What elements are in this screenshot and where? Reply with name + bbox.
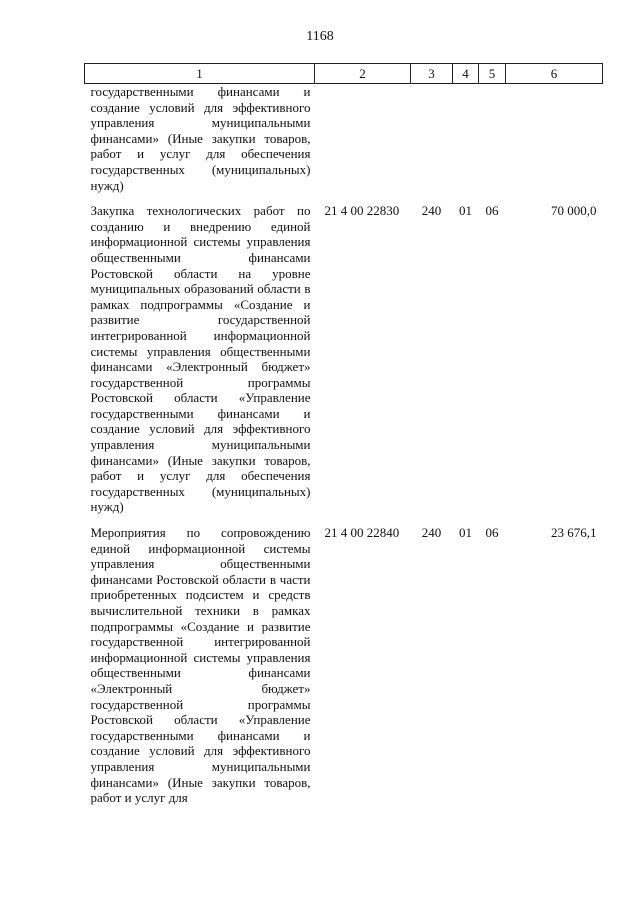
row-expense-type: 240 [421, 203, 442, 219]
row-subsection: 06 [485, 203, 499, 219]
row-subsection [479, 84, 506, 204]
header-row [85, 64, 603, 84]
row-section [453, 84, 479, 204]
row-target-code [315, 84, 411, 204]
header-col-2: 2 [315, 64, 411, 84]
budget-table [84, 63, 603, 806]
row-description: Мероприятия по сопровождению единой информационной системы управления общественными финансами Ростовской области в части приобретенных подсистем и средств вычислительной техники в рамках подпрограммы «Создание и развитие государственной интегрированной информационной системы управления общественными финансами «Электронный бюджет» государственной программы Ростовской области «Управление государственными финансами и создание условий для эффективного управления муниципальными финансами» (Иные закупки товаров, работ и услуг для [90, 525, 311, 806]
row-description: государственными финансами и создание условий для эффективного управления муниципальными финансами» (Иные закупки товаров, работ и услуг для обеспечения государственных (муниципальных) нужд) [90, 84, 311, 193]
row-target-code: 21 4 00 22840 [324, 525, 400, 541]
row-description: Закупка технологических работ по созданию и внедрению единой информационной системы управления общественными финансами Ростовской области на уровне муниципальных образований области в рамках подпрограммы «Создание и развитие государственной интегрированной информационной системы управления общественными финансами «Электронный бюджет» государственной программы Ростовской области «Управление государственными финансами и создание условий для эффективного управления муниципальными финансами» (Иные закупки товаров, работ и услуг для обеспечения государственных (муниципальных) нужд) [90, 203, 311, 515]
page-number: 1168 [306, 29, 334, 44]
row-target-code: 21 4 00 22830 [324, 203, 400, 219]
table-row [85, 203, 603, 525]
table-row [85, 525, 603, 806]
table-header [85, 64, 603, 84]
table-row [85, 84, 603, 204]
header-col-3: 3 [411, 64, 453, 84]
row-section: 01 [459, 203, 472, 219]
row-amount: 23 676,1 [551, 525, 597, 541]
row-subsection: 06 [485, 525, 499, 541]
row-section: 01 [459, 525, 472, 541]
row-expense-type [411, 84, 453, 204]
row-amount: 70 000,0 [551, 203, 597, 219]
row-expense-type: 240 [421, 525, 442, 541]
header-col-4: 4 [453, 64, 479, 84]
header-col-5: 5 [479, 64, 506, 84]
row-amount [506, 84, 603, 204]
header-col-1: 1 [85, 64, 315, 84]
header-col-6: 6 [506, 64, 603, 84]
